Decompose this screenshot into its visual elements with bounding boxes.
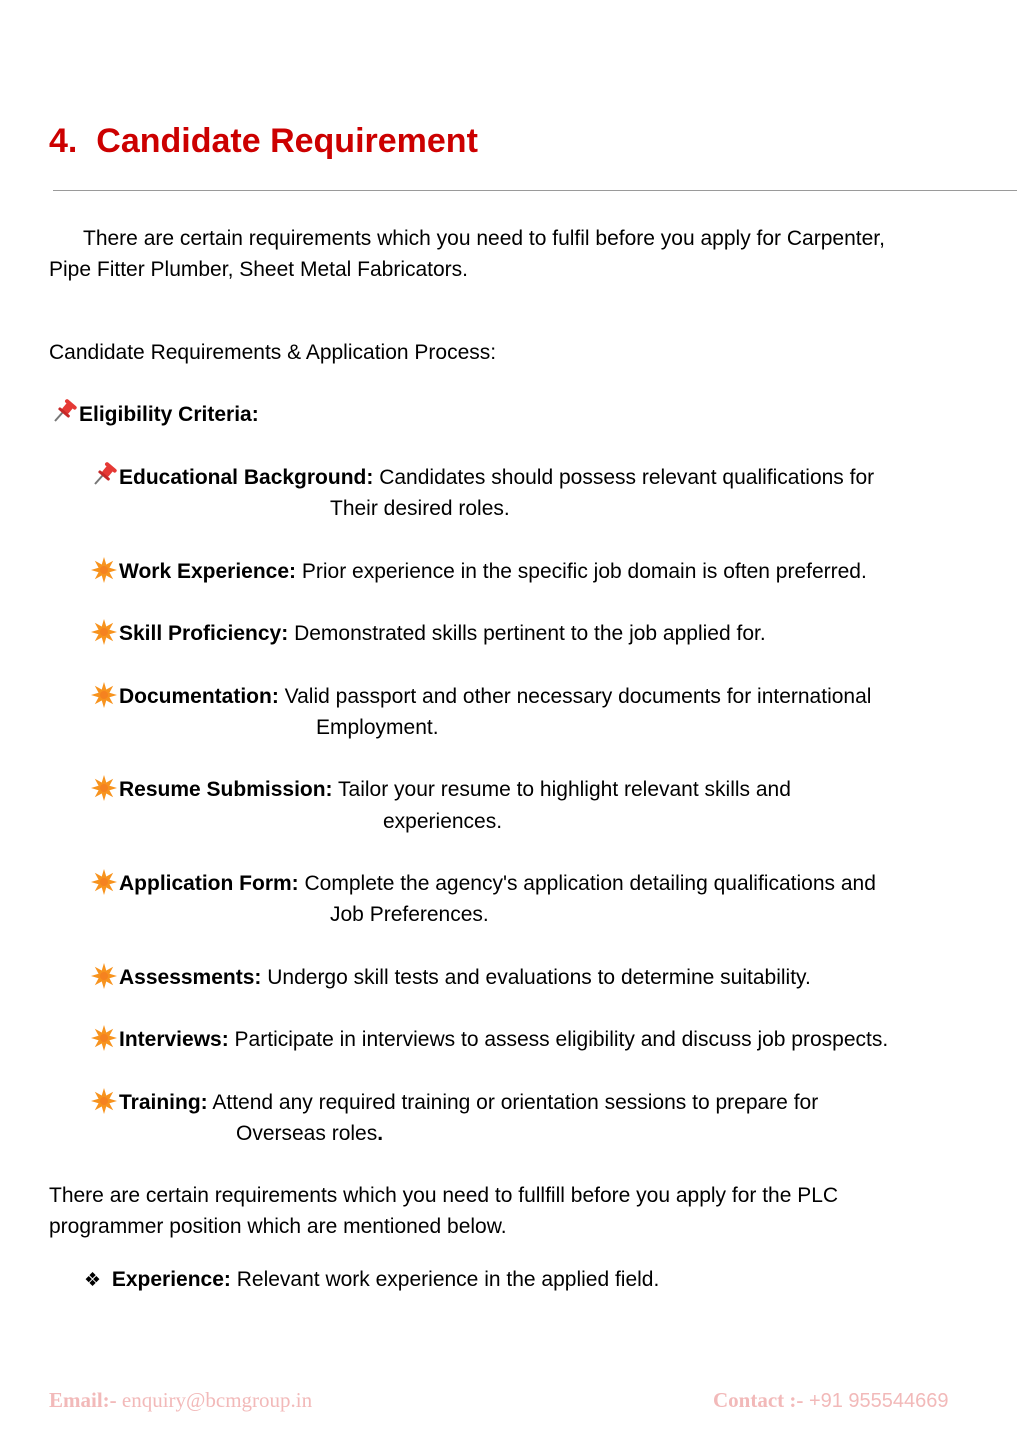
criteria-text: Demonstrated skills pertinent to the job applied for.: [288, 622, 766, 645]
criteria-item-skill: [89, 618, 766, 649]
email-value[interactable]: enquiry@bcmgroup.in: [116, 1388, 313, 1412]
criteria-item-education: [89, 462, 874, 493]
criteria-label: Documentation:: [119, 685, 279, 708]
email-label: Email:-: [49, 1388, 117, 1412]
plc-bullet-text: Relevant work experience in the applied field.: [230, 1268, 660, 1291]
intro-line-1: There are certain requirements which you need to fulfil before you apply for Carpenter,: [83, 227, 885, 250]
star-icon: [89, 681, 119, 709]
criteria-cont: [236, 1118, 383, 1149]
criteria-cont: Their desired roles.: [330, 497, 510, 520]
star-icon: [89, 556, 119, 584]
star-icon: [89, 1024, 119, 1052]
criteria-text: Prior experience in the specific job domain is often preferred.: [296, 560, 867, 583]
heading-divider: [53, 190, 1017, 191]
criteria-text: Valid passport and other necessary documents for international: [278, 685, 872, 708]
contact-label: Contact :-: [713, 1388, 804, 1412]
criteria-text: Complete the agency's application detailing qualifications and: [298, 872, 876, 895]
criteria-text: Undergo skill tests and evaluations to determine suitability.: [261, 966, 811, 989]
eligibility-label: Eligibility Criteria:: [79, 403, 259, 426]
star-icon: [89, 868, 119, 896]
star-icon: [89, 962, 119, 990]
plc-line-2: programmer position which are mentioned below.: [49, 1215, 507, 1238]
section-title: Candidate Requirement: [96, 122, 478, 160]
four-diamond-icon: ❖: [84, 1270, 102, 1291]
process-subheading: Candidate Requirements & Application Process:: [49, 341, 497, 364]
criteria-item-work-experience: [89, 556, 867, 587]
criteria-label: Application Form:: [119, 872, 299, 895]
plc-paragraph: [49, 1180, 1009, 1242]
section-number: 4.: [49, 122, 78, 160]
criteria-cont: Job Preferences.: [330, 903, 489, 926]
criteria-item-resume: [89, 774, 791, 805]
star-icon: [89, 618, 119, 646]
page-title: [49, 122, 478, 161]
pushpin-icon: [89, 462, 119, 488]
intro-paragraph: [49, 223, 1009, 285]
footer-contact: [713, 1388, 949, 1413]
criteria-text: Attend any required training or orientation sessions to prepare for: [207, 1091, 819, 1114]
plc-bullet-label: Experience:: [111, 1268, 231, 1291]
star-icon: [89, 774, 119, 802]
criteria-label: Assessments:: [119, 966, 262, 989]
plc-line-1: There are certain requirements which you need to fullfill before you apply for the PLC: [49, 1184, 839, 1207]
criteria-text: Tailor your resume to highlight relevant skills and: [332, 778, 791, 801]
criteria-cont: experiences.: [383, 810, 503, 833]
criteria-cont-period: .: [377, 1122, 384, 1145]
criteria-item-documentation: [89, 681, 871, 712]
pushpin-icon: [49, 399, 79, 425]
criteria-label: Skill Proficiency:: [119, 622, 289, 645]
criteria-label: Training:: [119, 1091, 208, 1114]
criteria-cont-text: Overseas roles: [236, 1122, 378, 1145]
criteria-label: Educational Background:: [119, 466, 374, 489]
criteria-item-interviews: [89, 1024, 888, 1055]
intro-line-2: Pipe Fitter Plumber, Sheet Metal Fabricators.: [49, 258, 469, 281]
eligibility-heading: [49, 399, 259, 430]
criteria-item-assessments: [89, 962, 811, 993]
criteria-text: Candidates should possess relevant qualifications for: [373, 466, 875, 489]
plc-bullet-experience: [84, 1264, 659, 1296]
criteria-item-training: [89, 1087, 818, 1118]
criteria-label: Resume Submission:: [119, 778, 333, 801]
criteria-item-application-form: [89, 868, 876, 899]
contact-value[interactable]: +91 955544669: [803, 1390, 949, 1412]
footer-email: [49, 1388, 312, 1413]
criteria-label: Interviews:: [119, 1028, 229, 1051]
criteria-cont: Employment.: [316, 716, 439, 739]
criteria-label: Work Experience:: [119, 560, 297, 583]
star-icon: [89, 1087, 119, 1115]
criteria-text: Participate in interviews to assess eligibility and discuss job prospects.: [228, 1028, 889, 1051]
